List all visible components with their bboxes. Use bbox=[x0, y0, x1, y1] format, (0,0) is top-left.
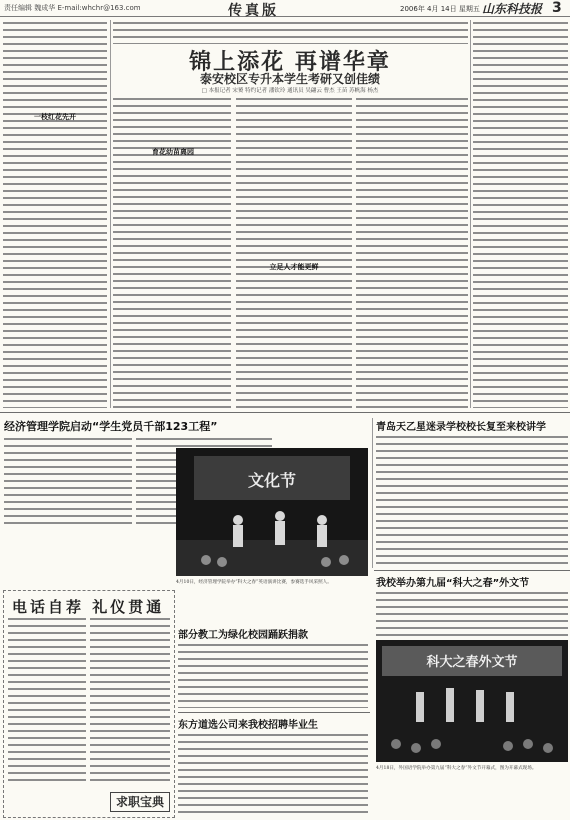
story4-body-left bbox=[8, 616, 86, 786]
right-column-top bbox=[473, 20, 568, 408]
story5-title: 部分教工为绿化校园踊跃捐款 bbox=[178, 630, 308, 641]
page-number: 3 bbox=[552, 0, 562, 16]
section-title: 传真版 bbox=[228, 3, 279, 19]
svg-text:文化节: 文化节 bbox=[247, 471, 297, 490]
story6-body bbox=[376, 590, 568, 636]
lead-subhead-1: 一枝红花先开 bbox=[34, 113, 76, 121]
section-rule bbox=[0, 412, 570, 413]
event-photo-2 bbox=[376, 640, 568, 762]
story5-body bbox=[178, 642, 368, 708]
photo1-caption: 4月10日，经济管理学院举办“科大之春”英语演讲比赛，参赛选手风采照人。 bbox=[176, 580, 332, 585]
column-divider bbox=[110, 20, 111, 408]
header-date: 2006年 4月 14日 星期五 bbox=[400, 5, 480, 13]
photo2-caption: 4月18日，外国语学院举办第九届“科大之春”外文节开幕式，图为开幕式现场。 bbox=[376, 766, 537, 771]
newspaper-brand: 山东科技报 bbox=[482, 2, 543, 16]
lead-column-4 bbox=[356, 96, 468, 408]
lead-headline: 锦上添花 再谱华章 bbox=[189, 49, 391, 75]
story4-banner: 电话自荐 礼仪贯通 bbox=[12, 598, 165, 616]
lead-subheadline: 泰安校区专升本学生考研又创佳绩 bbox=[199, 72, 380, 86]
lead-subhead-2: 育花幼苗离园 bbox=[152, 148, 194, 156]
story2-body-left bbox=[4, 436, 132, 524]
lead-column-3 bbox=[236, 96, 352, 408]
stage-photo-graphic bbox=[376, 640, 568, 762]
story2-title: 经济管理学院启动“学生党员千部123工程” bbox=[4, 420, 218, 433]
lead-byline: □ 本报记者 宋赟 特约记者 潘钦玲 通讯员 吴翩云 曹杰 王苗 苏帆海 杨杰 bbox=[201, 88, 379, 94]
story7-title: 东方道选公司来我校招聘毕业生 bbox=[178, 720, 318, 731]
column-divider bbox=[470, 20, 471, 408]
stage-photo-graphic bbox=[176, 448, 368, 576]
lead-column-2 bbox=[113, 96, 231, 408]
job-tips-stamp: 求职宝典 bbox=[110, 792, 170, 812]
header-editor-info: 责任编辑 魏成华 E-mail:whchr@163.com bbox=[4, 4, 141, 12]
column-divider bbox=[372, 418, 373, 568]
event-photo-1 bbox=[176, 448, 368, 576]
story3-body bbox=[376, 434, 568, 568]
story4-body-right bbox=[90, 616, 170, 786]
section-rule bbox=[374, 570, 570, 571]
story6-title: 我校举办第九届“科大之春”外文节 bbox=[376, 578, 530, 589]
story7-body bbox=[178, 732, 368, 814]
svg-text:科大之春外文节: 科大之春外文节 bbox=[426, 655, 518, 670]
lead-column-left bbox=[3, 20, 107, 408]
section-rule bbox=[178, 712, 370, 713]
lead-subhead-3: 立足人才能更鲜 bbox=[269, 263, 319, 271]
story3-title: 青岛天乙星迷录学校校长复至来校讲学 bbox=[376, 422, 546, 433]
lead-intro-top bbox=[113, 20, 468, 44]
